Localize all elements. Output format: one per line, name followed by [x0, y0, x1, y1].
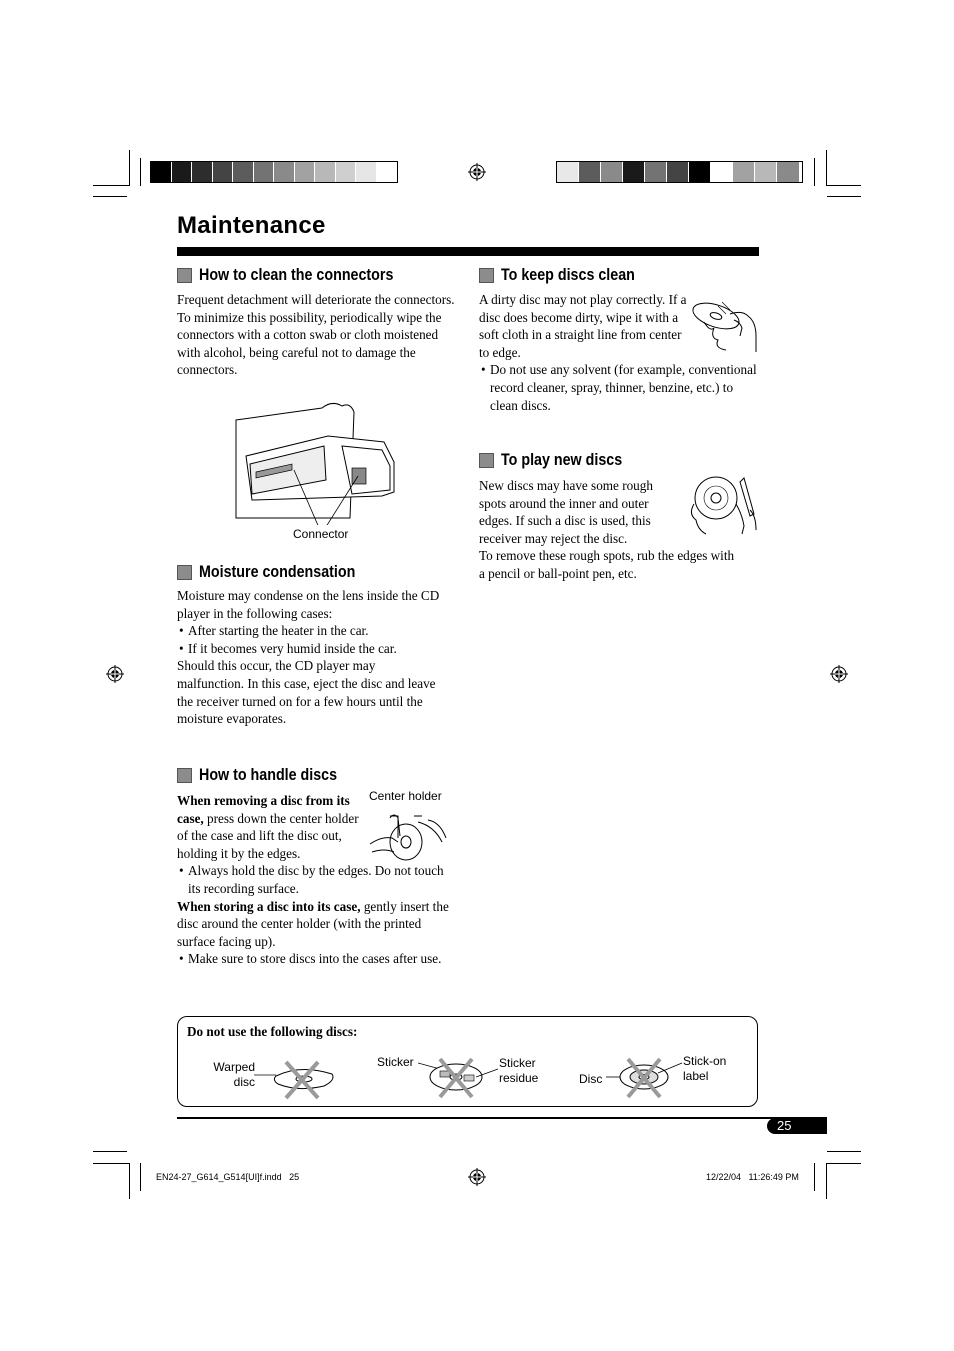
color-swatch — [645, 162, 667, 182]
color-swatch — [579, 162, 601, 182]
color-swatch — [777, 162, 799, 182]
text: press down the center holder of the case and lift the disc out, holding it by the edges. — [177, 810, 359, 861]
color-calibration-strip — [556, 161, 803, 183]
section-marker-icon — [479, 268, 494, 283]
bullet-item: • Do not use any solvent (for example, conventional record cleaner, spray, thinner, benzine, etc.) to clean discs. — [479, 361, 759, 414]
crop-mark — [129, 150, 130, 186]
crop-mark — [826, 150, 827, 186]
paragraph: Should this occur, the CD player may malfunction. In this case, eject the disc and leave the receiver turned on for a few hours until the moisture evaporates. — [177, 658, 436, 727]
crop-mark — [140, 1163, 141, 1191]
section-marker-icon — [177, 268, 192, 283]
paragraph — [177, 792, 359, 862]
connector-illustration — [232, 400, 402, 525]
file-slug: EN24-27_G614_G514[UI]f.indd 25 — [156, 1172, 300, 1182]
disc-label: Disc — [579, 1072, 603, 1086]
section-marker-icon — [479, 453, 494, 468]
color-swatch — [356, 162, 377, 182]
section-heading: To keep discs clean — [501, 265, 635, 284]
paragraph — [177, 898, 457, 951]
center-holder-illustration — [368, 808, 450, 866]
crop-mark — [827, 185, 861, 186]
color-swatch — [755, 162, 777, 182]
color-swatch — [274, 162, 295, 182]
paragraph: To remove these rough spots, rub the edges with a pencil or ball-point pen, etc. — [479, 548, 735, 581]
bullet-item: • After starting the heater in the car. — [177, 622, 457, 640]
sticker-residue-label: Sticker residue — [499, 1056, 539, 1085]
bottom-rule — [177, 1117, 827, 1119]
crop-mark — [93, 1163, 129, 1164]
crop-mark — [827, 196, 861, 197]
section-heading: Moisture condensation — [199, 562, 356, 581]
color-swatch — [151, 162, 172, 182]
bullet-item: • Make sure to store discs into the cases after use. — [177, 950, 457, 968]
timestamp-slug: 12/22/04 11:26:49 PM — [706, 1172, 799, 1182]
sticker-label: Sticker — [377, 1055, 414, 1069]
crop-mark — [827, 1151, 861, 1152]
page-title: Maintenance — [177, 212, 326, 239]
crop-mark — [93, 196, 127, 197]
crop-mark — [93, 185, 129, 186]
emphasis: When removing a disc from its case, — [177, 793, 350, 826]
text: gently insert the disc around the center holder (with the printed surface facing up). — [177, 898, 449, 949]
color-swatch — [172, 162, 193, 182]
color-swatch — [336, 162, 357, 182]
center-holder-caption: Center holder — [369, 789, 442, 803]
color-swatch — [557, 162, 579, 182]
section-clean-connectors — [177, 265, 457, 379]
page-number-tab — [767, 1118, 827, 1134]
bullet-item: • Always hold the disc by the edges. Do not touch its recording surface. — [177, 862, 457, 897]
connector-caption: Connector — [293, 527, 349, 541]
section-marker-icon — [177, 565, 192, 580]
crop-mark — [814, 1163, 815, 1191]
color-swatch — [601, 162, 623, 182]
title-rule — [177, 247, 759, 256]
registration-mark-icon — [468, 1168, 486, 1186]
color-swatch — [377, 162, 397, 182]
color-swatch — [689, 162, 711, 182]
color-swatch — [213, 162, 234, 182]
sticker-disc-icon — [418, 1055, 502, 1103]
section-heading: How to handle discs — [199, 765, 338, 784]
page-number: 25 — [777, 1118, 792, 1133]
warped-disc-label: Warped disc — [213, 1060, 255, 1089]
stick-on-label-label: Stick-on label — [683, 1054, 727, 1083]
color-swatch — [254, 162, 275, 182]
stick-on-label-disc-icon — [606, 1055, 684, 1103]
emphasis: When storing a disc into its case, — [177, 898, 361, 914]
paragraph: New discs may have some rough spots around the inner and outer edges. If such a disc is used, this receiver may reject the disc. — [479, 478, 653, 546]
disc-edge-rubbing-illustration — [684, 474, 760, 536]
color-swatch — [233, 162, 254, 182]
crop-mark — [826, 1163, 827, 1199]
paragraph: A dirty disc may not play correctly. If a disc does become dirty, wipe it with a soft cloth in a straight line from center to edge. — [479, 292, 687, 360]
crop-mark — [814, 158, 815, 186]
color-swatch — [315, 162, 336, 182]
color-swatch — [295, 162, 316, 182]
paragraph: Frequent detachment will deteriorate the connectors. — [177, 292, 455, 307]
crop-mark — [93, 1151, 127, 1152]
registration-mark-icon — [468, 163, 486, 181]
color-swatch — [711, 162, 733, 182]
crop-mark — [129, 1163, 130, 1199]
paragraph: Moisture may condense on the lens inside the CD player in the following cases: — [177, 588, 440, 621]
color-swatch — [733, 162, 755, 182]
section-heading: How to clean the connectors — [199, 265, 394, 284]
crop-mark — [827, 1163, 861, 1164]
crop-mark — [140, 158, 141, 186]
section-heading: To play new discs — [501, 450, 623, 469]
color-calibration-strip — [150, 161, 398, 183]
section-marker-icon — [177, 768, 192, 783]
color-swatch — [667, 162, 689, 182]
warped-disc-icon — [254, 1058, 338, 1102]
paragraph: To minimize this possibility, periodically wipe the connectors with a cotton swab or cloth moistened with alcohol, being careful not to damage the connectors. — [177, 309, 442, 378]
disc-wiping-illustration — [690, 292, 760, 354]
registration-mark-icon — [106, 665, 124, 683]
warning-title: Do not use the following discs: — [187, 1024, 358, 1039]
section-moisture — [177, 562, 457, 728]
registration-mark-icon — [830, 665, 848, 683]
color-swatch — [623, 162, 645, 182]
color-swatch — [192, 162, 213, 182]
bullet-item: • If it becomes very humid inside the car. — [177, 640, 457, 658]
